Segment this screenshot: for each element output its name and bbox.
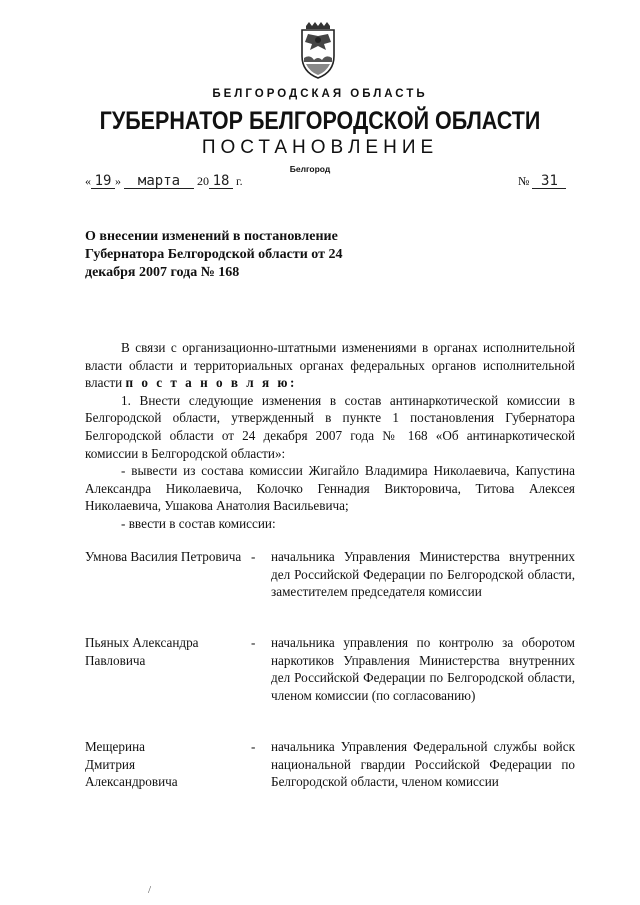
date-year-prefix: 20 bbox=[197, 174, 209, 188]
date-month: марта bbox=[124, 174, 194, 189]
add-members-paragraph: - ввести в состав комиссии: bbox=[121, 515, 276, 531]
region-name: БЕЛГОРОДСКАЯ ОБЛАСТЬ bbox=[212, 88, 428, 100]
member-dash: - bbox=[251, 635, 256, 650]
member-dash: - bbox=[251, 739, 256, 754]
page-mark: / bbox=[148, 884, 152, 896]
document-subject: О внесении изменений в постановление Губернатора Белгородской области от 24 декабря 2007 года № 168 bbox=[85, 229, 343, 280]
member-name: Мещерина Дмитрия Александровича bbox=[85, 739, 178, 790]
document-date bbox=[85, 174, 243, 189]
item-1-paragraph: 1. Внести следующие изменения в состав антинаркотической комиссии в Белгородской области, утвержденный в пункте 1 постановления Губернатора Белгородской области от 24 декабря 2007 года № 168 «Об антинаркотической комиссии в Белгородской области»: bbox=[85, 392, 575, 461]
date-day: 19 bbox=[91, 174, 115, 189]
member-name: Умнова Василия Петровича bbox=[85, 549, 242, 564]
member-entry bbox=[85, 738, 575, 810]
member-position: начальника Управления Министерства внутренних дел Российской Федерации по Белгородской области, заместителем председателя комиссии bbox=[271, 549, 575, 600]
document-type: ПОСТАНОВЛЕНИЕ bbox=[201, 137, 439, 158]
document-number bbox=[518, 174, 566, 189]
member-entry bbox=[85, 548, 575, 620]
document-author: ГУБЕРНАТОР БЕЛГОРОДСКОЙ ОБЛАСТИ bbox=[99, 107, 541, 135]
coat-of-arms-icon bbox=[292, 22, 344, 82]
member-name: Пьяных Александра Павловича bbox=[85, 635, 199, 668]
decree-word: п о с т а н о в л я ю: bbox=[125, 375, 297, 391]
date-open-quote: « bbox=[85, 174, 91, 188]
date-year-abbr: г. bbox=[236, 174, 243, 188]
remove-members-paragraph: - вывести из состава комиссии Жигайло Владимира Николаевича, Капустина Александра Николаевича, Колочко Геннадия Викторовича, Титова Алексея Николаевича, Ушакова Анатолия Васильевича; bbox=[85, 463, 575, 514]
number-label: № bbox=[518, 174, 530, 188]
member-position: начальника Управления Федеральной службы войск национальной гвардии Российской Федерации по Белгородской области, членом комиссии bbox=[271, 739, 575, 790]
date-close-quote: » bbox=[115, 174, 121, 188]
city-name: Белгород bbox=[289, 164, 331, 174]
intro-paragraph bbox=[85, 339, 575, 392]
intro-text: В связи с организационно-штатными изменениями в органах исполнительной власти области и территориальных органах федеральных органов исполнительной власти bbox=[85, 340, 575, 391]
member-dash: - bbox=[251, 549, 256, 564]
date-year-suffix: 18 bbox=[209, 174, 233, 189]
number-value: 31 bbox=[532, 174, 566, 189]
document-body bbox=[85, 339, 575, 533]
member-entry bbox=[85, 634, 575, 724]
member-position: начальника управления по контролю за оборотом наркотиков Управления Министерства внутренних дел Российской Федерации по Белгородской области, членом комиссии (по согласованию) bbox=[271, 635, 575, 703]
